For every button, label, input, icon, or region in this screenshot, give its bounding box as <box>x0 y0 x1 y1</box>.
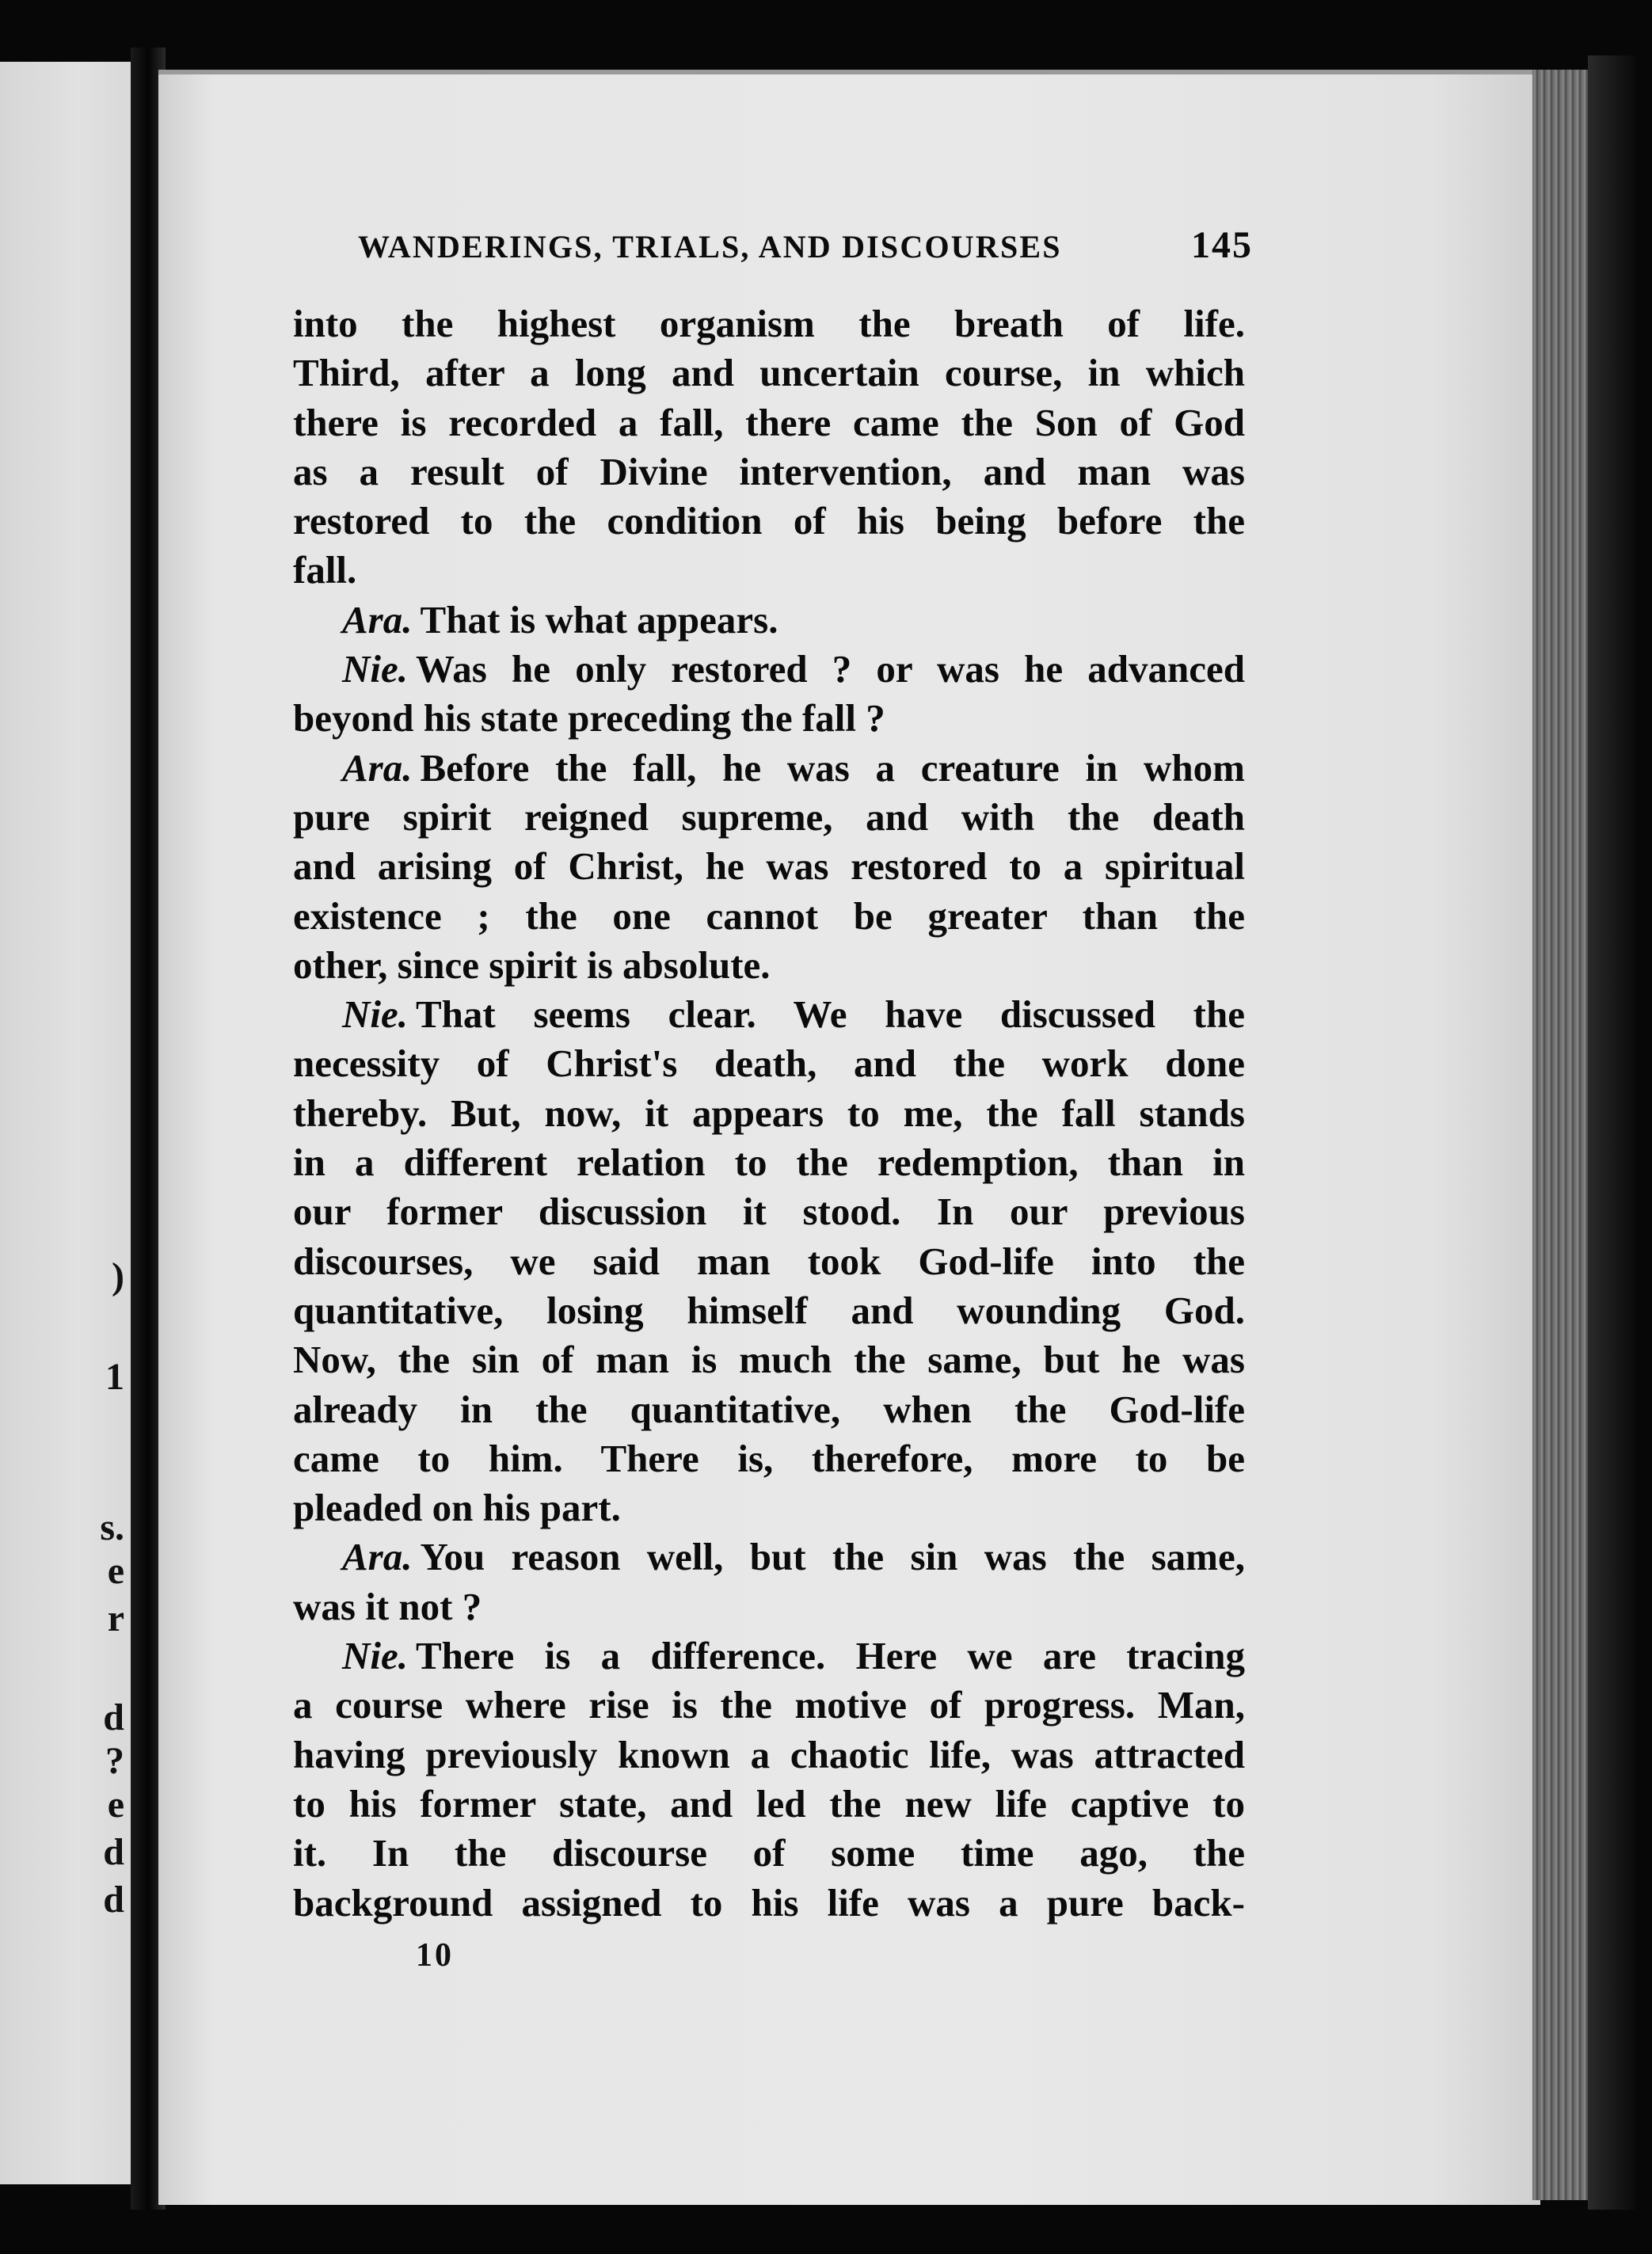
running-header <box>358 223 1253 279</box>
line-text: existence ; the one cannot be greater than the <box>293 893 1245 938</box>
line-text: necessity of Christ's death, and the work done <box>293 1041 1245 1086</box>
line-text: there is recorded a fall, there came the Son of God <box>293 400 1245 444</box>
line-text: came to him. There is, therefore, more to be <box>293 1436 1245 1480</box>
text-line <box>293 1879 1245 1928</box>
line-text: other, since spirit is absolute. <box>293 942 771 987</box>
text-line <box>293 1089 1245 1138</box>
line-text: That is what appears. <box>420 597 778 642</box>
previous-page-fragment: ) <box>112 1255 124 1297</box>
text-line <box>293 447 1245 497</box>
text-line <box>293 1286 1245 1335</box>
line-text: There is a difference. Here we are tracing <box>416 1634 1245 1678</box>
text-line <box>293 1483 1245 1532</box>
line-text: Was he only restored ? or was he advanced <box>416 647 1245 691</box>
previous-page-fragment: 1 <box>105 1356 124 1398</box>
line-text: Third, after a long and uncertain course, in which <box>293 351 1245 395</box>
text-line <box>293 299 1245 348</box>
line-text: thereby. But, now, it appears to me, the fall stands <box>293 1091 1245 1135</box>
text-line <box>293 1187 1245 1236</box>
line-text: Now, the sin of man is much the same, but he was <box>293 1338 1245 1382</box>
speaker-name: Ara. <box>342 1535 413 1579</box>
text-line <box>293 1582 1245 1631</box>
speaker-name: Ara. <box>342 745 413 790</box>
page-shadow <box>1588 55 1635 2210</box>
text-line <box>293 793 1245 842</box>
line-text: That seems clear. We have discussed the <box>416 992 1245 1037</box>
text-line <box>293 694 1245 743</box>
body-text <box>293 299 1245 1928</box>
previous-page-fragment: ? <box>105 1740 124 1782</box>
text-line <box>293 348 1245 398</box>
dialogue-line <box>293 596 1245 645</box>
line-text: in a different relation to the redemption, than in <box>293 1140 1245 1185</box>
text-line <box>293 1138 1245 1187</box>
line-text: a course where rise is the motive of progress. Man, <box>293 1683 1245 1727</box>
dialogue-line <box>293 744 1245 793</box>
line-text: quantitative, losing himself and wounding God. <box>293 1288 1245 1332</box>
line-text: it. In the discourse of some time ago, the <box>293 1831 1245 1875</box>
text-line <box>293 497 1245 546</box>
line-text: restored to the condition of his being before the <box>293 499 1245 543</box>
page-number: 145 <box>1191 224 1253 266</box>
speaker-name: Nie. <box>342 647 408 691</box>
line-text: fall. <box>293 548 357 592</box>
line-text: discourses, we said man took God-life into the <box>293 1239 1245 1283</box>
text-line <box>293 1039 1245 1088</box>
line-text: as a result of Divine intervention, and man was <box>293 449 1245 493</box>
dialogue-line <box>293 1532 1245 1582</box>
line-text: pleaded on his part. <box>293 1486 621 1530</box>
signature-mark: 10 <box>416 1937 454 1974</box>
line-text: to his former state, and led the new life captive to <box>293 1781 1245 1826</box>
previous-page-edge <box>0 62 131 2184</box>
previous-page-fragment: d <box>103 1879 124 1921</box>
text-line <box>293 546 1245 595</box>
line-text: into the highest organism the breath of life. <box>293 302 1245 345</box>
previous-page-fragment: r <box>107 1597 124 1639</box>
text-line <box>293 1681 1245 1730</box>
line-text: pure spirit reigned supreme, and with the death <box>293 794 1245 839</box>
text-line <box>293 1730 1245 1780</box>
text-line <box>293 1829 1245 1878</box>
running-header-title: WANDERINGS, TRIALS, AND DISCOURSES <box>358 229 1062 265</box>
previous-page-fragment: e <box>107 1784 124 1826</box>
line-text: having previously known a chaotic life, was attracted <box>293 1732 1245 1776</box>
line-text: and arising of Christ, he was restored to a spiritual <box>293 844 1245 889</box>
speaker-name: Nie. <box>342 992 408 1037</box>
previous-page-fragment: e <box>107 1550 124 1592</box>
line-text: already in the quantitative, when the God-life <box>293 1387 1245 1431</box>
dialogue-line <box>293 1631 1245 1681</box>
text-line <box>293 1237 1245 1286</box>
text-line <box>293 842 1245 891</box>
dialogue-line <box>293 990 1245 1039</box>
text-line <box>293 398 1245 447</box>
text-line <box>293 1780 1245 1829</box>
line-text: was it not ? <box>293 1584 482 1628</box>
text-line <box>293 1335 1245 1384</box>
page-stack-edge <box>1532 70 1588 2200</box>
line-text: You reason well, but the sin was the same, <box>420 1535 1245 1579</box>
text-line <box>293 941 1245 990</box>
line-text: background assigned to his life was a pure back- <box>293 1880 1245 1925</box>
previous-page-fragment: s. <box>100 1506 124 1548</box>
text-line <box>293 892 1245 941</box>
speaker-name: Ara. <box>342 597 413 642</box>
previous-page-fragment: d <box>103 1696 124 1738</box>
speaker-name: Nie. <box>342 1634 408 1678</box>
line-text: our former discussion it stood. In our previous <box>293 1190 1245 1234</box>
line-text: Before the fall, he was a creature in whom <box>420 745 1245 790</box>
dialogue-line <box>293 645 1245 694</box>
text-line <box>293 1385 1245 1434</box>
text-line <box>293 1434 1245 1483</box>
previous-page-fragment: d <box>103 1831 124 1873</box>
line-text: beyond his state preceding the fall ? <box>293 696 885 741</box>
